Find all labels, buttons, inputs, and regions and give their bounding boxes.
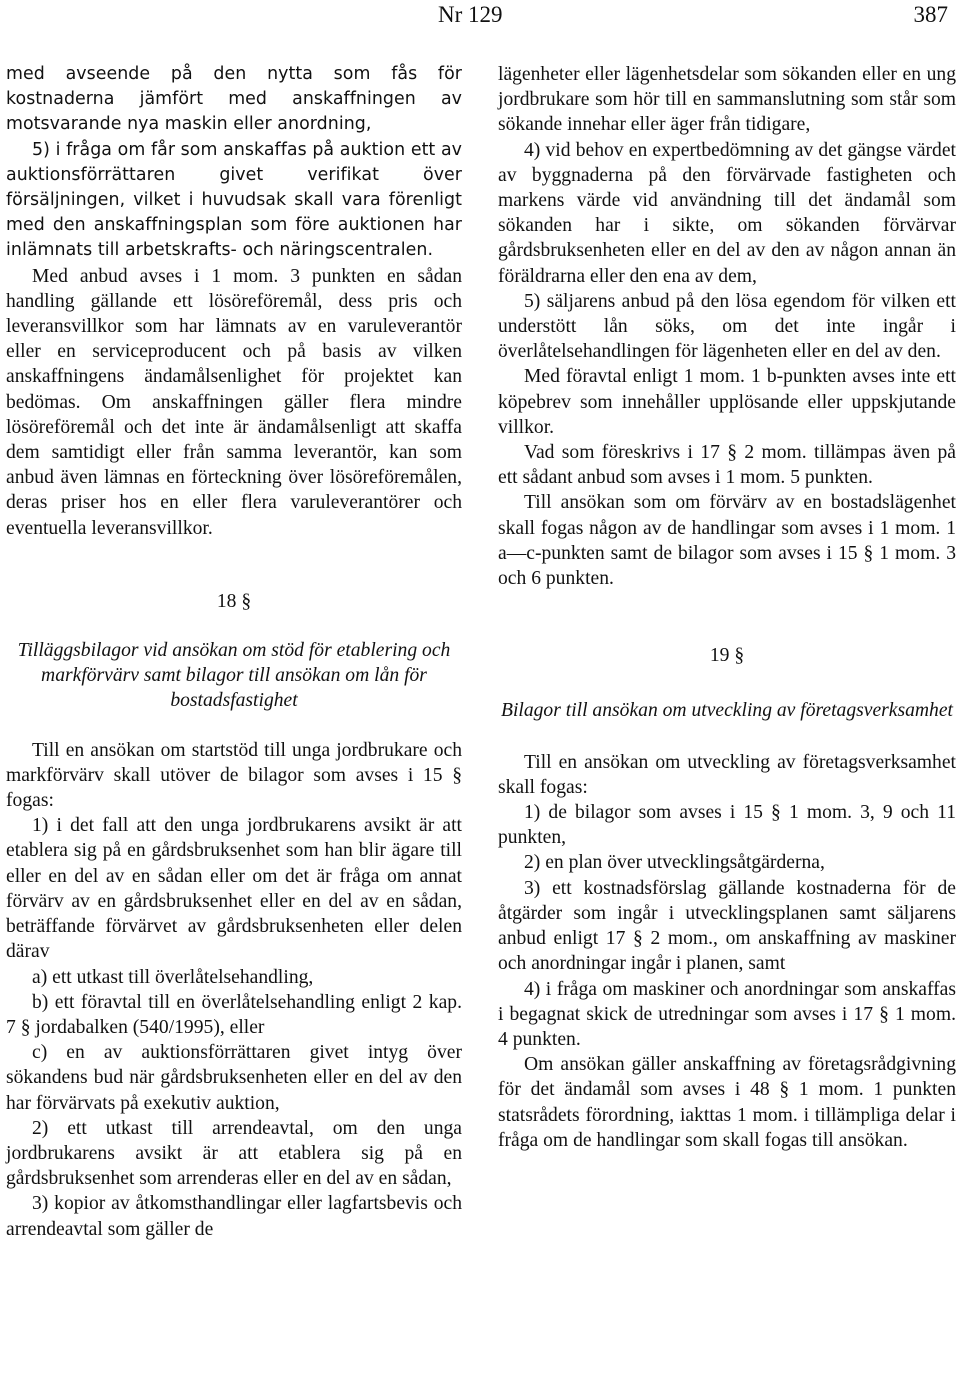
paragraph: Om ansökan gäller anskaffning av företagsrådgivning för det ändamål som avses i 48 § 1 mom. 1 punkten statsrådets förordning, iakttas 1 mom. i tillämpliga delar i fråga om de handlingar som skall fogas till ansökan. [498, 1054, 956, 1151]
paragraph: 1) i det fall att den unga jordbrukarens avsikt är att etablera sig på en gårdsbruksenhet som han blir ägare till eller en del av en sådan eller om det är fråga om annat förvärv av en gårdsbruksenhet eller en del av en sådan, beträffande förvärvet av gårdsbruksenheten eller delen därav [6, 815, 462, 963]
page-number: 387 [913, 2, 948, 27]
paragraph: 5) i fråga om får som anskaffas på auktion ett av auktionsförrättaren givet verifikat över försäljningen, vilket i huvudsak skall vara förenligt med den anskaffningsplan som före auktionen har inlämnats till arbetskrafts- och näringscentralen. [6, 139, 462, 261]
paragraph: med avseende på den nytta som fås för kostnaderna jämfört med anskaffningen av motsvarande nya maskin eller anordning, [6, 64, 462, 135]
paragraph: 1) de bilagor som avses i 15 § 1 mom. 3, 9 och 11 punkten, [498, 802, 956, 849]
paragraph: 4) i fråga om maskiner och anordningar som anskaffas i begagnat skick de utredningar som avses i 17 § 1 mom. 4 punkten. [498, 978, 956, 1050]
paragraph: lägenheter eller lägenhetsdelar som sökanden eller en ung jordbrukare som hör till en sammanslutning som står som sökande innehar eller äger från tidigare, [498, 64, 956, 136]
paragraph: Med föravtal enligt 1 mom. 1 b-punkten avses inte ett köpebrev som innehåller upplösande eller uppskjutande villkor. [498, 366, 956, 438]
paragraph: 5) säljarens anbud på den lösa egendom för vilken ett understött lån söks, om det inte ingår i överlåtelsehandlingen för lägenheten eller en del av den. [498, 290, 956, 363]
section-number: 18 § [216, 590, 252, 612]
paragraph: Till en ansökan om startstöd till unga jordbrukare och markförvärv skall utöver de bilagor som avses i 15 § fogas: [6, 739, 462, 812]
paragraph: Till en ansökan om utveckling av företagsverksamhet skall fogas: [498, 751, 956, 798]
paragraph: 3) kopior av åtkomsthandlingar eller lagfartsbevis och arrendeavtal som gäller de [6, 1193, 462, 1240]
left-column [6, 62, 462, 1242]
paragraph: Till ansökan som om förvärv av en bostadslägenhet skall fogas någon av de handlingar som avses i 1 mom. 1 a—c-punkten samt de bilagor som avses i 15 § 1 mom. 3 och 6 punkten. [498, 492, 956, 590]
right-column [498, 62, 956, 1153]
paragraph: 3) ett kostnadsförslag gällande kostnaderna för de åtgärder som ingår i utvecklingsplanen samt säljarens anbud enligt 17 § 2 mom., om anskaffning av maskiner och anordningar ingår i planen, samt [498, 877, 956, 975]
paragraph: 2) ett utkast till arrendeavtal, om den unga jordbrukarens avsikt är att etablera sig på en gårdsbruksenhet som arrenderas eller en del av en sådan, [6, 1117, 462, 1190]
paragraph: Med anbud avses i 1 mom. 3 punkten en sådan handling gällande ett lösöreföremål, dess pris och leveransvillkor som har lämnats av en varuleverantör eller en serviceproducent och på basis av vilken anskaffningens ändamålsenlighet för projektet kan bedömas. Om anskaffningen gäller flera mindre lösöreföremål och det inte är ändamålsenligt att skaffa dem samtidigt eller från samma leverantör, kan som anbud även lämnas en förteckning över lösöreföremålen, deras priser hos en eller flera varuleverantörer och eventuella leveransvillkor. [6, 265, 462, 539]
section-title: Bilagor till ansökan om utveckling av företagsverksamhet [500, 700, 953, 722]
paragraph: 4) vid behov en expertbedömning av det gängse värdet av byggnaderna på den förvärvade fastigheten och markens värde vid användning till det ändamål som sökanden har i sikte, om sökanden förvärvar gårdsbruksenheten eller en del av den av någon annan än föräldrarna eller den ena av dem, [498, 139, 956, 287]
paragraph: Vad som föreskrivs i 17 § 2 mom. tillämpas även på ett sådant anbud som avses i 1 mom. 5 punkten. [498, 442, 956, 489]
section-title: Tilläggsbilagor vid ansökan om stöd för etablering och markförvärv samt bilagor till ansökan om lån för bostadsfastighet [17, 640, 451, 712]
paragraph: c) en av auktionsförrättaren givet intyg över sökandens bud när gårdsbruksenheten eller en del av den har förvärvats på exekutiv auktion, [6, 1042, 462, 1114]
running-header [0, 2, 960, 32]
paragraph: a) ett utkast till överlåtelsehandling, [32, 966, 314, 988]
paragraph: 2) en plan över utvecklingsåtgärderna, [524, 852, 825, 874]
issue-number: Nr 129 [438, 2, 503, 27]
paragraph: b) ett föravtal till en överlåtelsehandling enligt 2 kap. 7 § jordabalken (540/1995), eller [6, 991, 462, 1038]
section-number: 19 § [709, 645, 745, 667]
